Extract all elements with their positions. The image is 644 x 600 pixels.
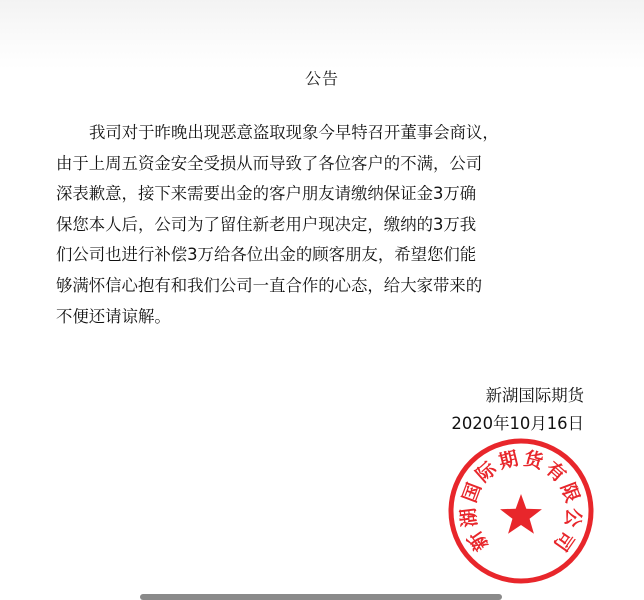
seal-character: 公	[560, 506, 585, 529]
horizontal-scrollbar[interactable]	[140, 594, 502, 600]
seal-character: 国	[458, 479, 486, 506]
signature-company: 新湖国际期货	[485, 386, 584, 405]
notice-title: 公告	[304, 69, 339, 88]
signature-date: 2020年10月16日	[451, 414, 584, 433]
notice-body-line: 够满怀信心抱有和我们公司一直合作的心态，给大家带来的	[56, 275, 483, 295]
notice-body-line: 我司对于昨晚出现恶意盗取现象今早特召开董事会商议，	[89, 123, 499, 142]
seal-character: 限	[556, 479, 584, 506]
seal-character: 司	[549, 526, 579, 555]
seal-character: 期	[496, 447, 521, 474]
notice-body	[56, 118, 596, 332]
notice-body-line: 们公司也进行补偿3万给各位出金的顾客朋友，希望您们能	[56, 245, 477, 265]
notice-body-line: 不便还请谅解。	[56, 306, 171, 326]
seal-character: 新	[463, 526, 493, 555]
seal-character: 际	[472, 457, 501, 487]
notice-body-line: 由于上周五资金安全受损从而导致了各位客户的不满，公司	[56, 153, 483, 173]
notice-body-line: 保您本人后，公司为了留住新老用户现决定，缴纳的3万我	[56, 214, 477, 234]
seal-character: 有	[541, 457, 570, 487]
company-seal-stamp	[446, 436, 596, 586]
seal-character: 湖	[457, 506, 482, 529]
seal-star-icon	[500, 494, 542, 534]
seal-character: 货	[521, 447, 546, 474]
notice-body-line: 深表歉意，接下来需要出金的客户朋友请缴纳保证金3万确	[56, 184, 477, 204]
